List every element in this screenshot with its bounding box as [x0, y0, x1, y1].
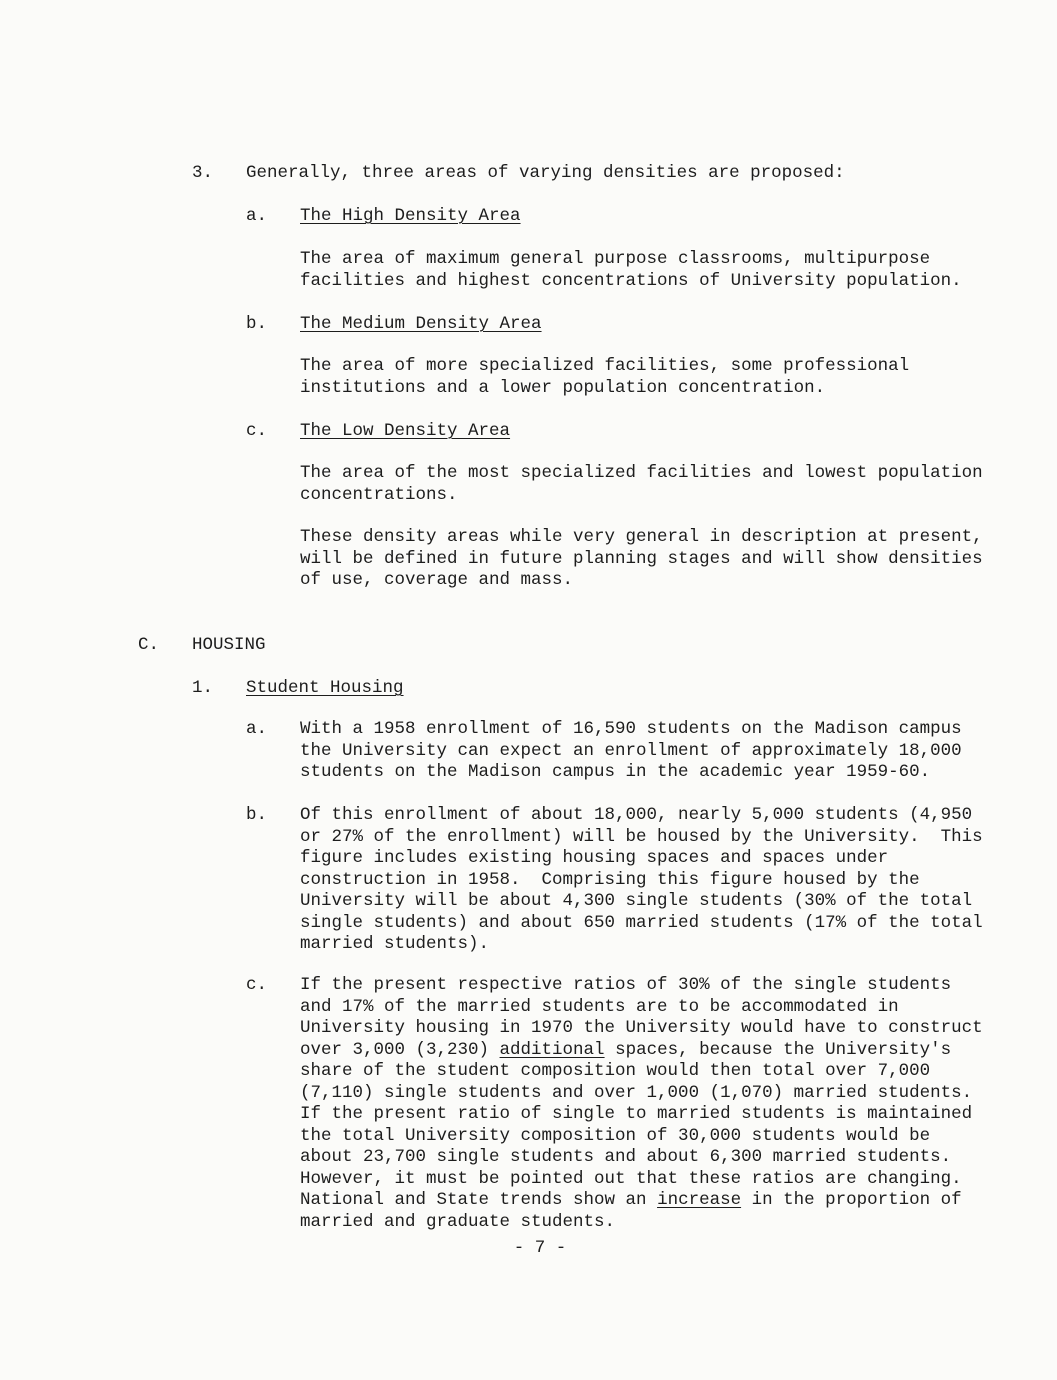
high-density-heading: The High Density Area	[300, 206, 521, 226]
text-run: National and State trends show an	[300, 1190, 658, 1210]
text-line: facilities and highest concentrations of University population.	[300, 270, 962, 291]
subitem-b-marker: b.	[246, 314, 268, 334]
text-line: share of the student composition would then total over 7,000	[300, 1061, 931, 1081]
text-line: and 17% of the married students are to be accommodated in	[300, 996, 899, 1017]
text-run: spaces, because the University's	[604, 1039, 952, 1060]
section-c-marker: C.	[138, 635, 160, 655]
text-line: or 27% of the enrollment) will be housed by the University. This	[300, 826, 983, 847]
text-line: construction in 1958. Comprising this figure housed by the	[300, 869, 920, 890]
medium-density-description	[300, 356, 909, 399]
text-line: the University can expect an enrollment of approximately 18,000	[300, 740, 962, 761]
text-line: concentrations.	[300, 484, 458, 505]
text-line: University housing in 1970 the University would have to construct	[300, 1018, 983, 1038]
text-line: of use, coverage and mass.	[300, 570, 574, 590]
text-line: students on the Madison campus in the academic year 1959-60.	[300, 762, 931, 782]
enrollment-paragraph	[300, 719, 962, 784]
subitem-c-marker: c.	[246, 421, 268, 441]
para-a-marker: a.	[246, 719, 268, 739]
item-3-text: Generally, three areas of varying densities are proposed:	[246, 163, 845, 183]
section-c-title: HOUSING	[192, 635, 266, 655]
additional-emphasis: additional	[499, 1039, 605, 1060]
text-line: Of this enrollment of about 18,000, nearly 5,000 students (4,950	[300, 805, 973, 825]
housing-projection-paragraph	[300, 975, 983, 1233]
text-line: figure includes existing housing spaces and spaces under	[300, 848, 889, 868]
para-c-marker: c.	[246, 975, 268, 995]
item-3-marker: 3.	[192, 163, 214, 183]
low-density-description	[300, 463, 983, 506]
text-line: single students) and about 650 married students (17% of the total	[300, 912, 983, 933]
university-housing-paragraph	[300, 805, 983, 956]
text-line: (7,110) single students and over 1,000 (1,070) married students.	[300, 1082, 973, 1103]
para-b-marker: b.	[246, 805, 268, 825]
text-line: If the present ratio of single to married students is maintained	[300, 1104, 973, 1124]
low-density-heading: The Low Density Area	[300, 421, 511, 441]
text-line: However, it must be pointed out that these ratios are changing.	[300, 1168, 962, 1189]
text-line: institutions and a lower population concentration.	[300, 377, 826, 398]
text-line: These density areas while very general in description at present,	[300, 527, 983, 547]
text-line: The area of maximum general purpose classrooms, multipurpose	[300, 249, 931, 269]
page-number: - 7 -	[513, 1238, 567, 1258]
text-line: will be defined in future planning stages and will show densities	[300, 548, 983, 569]
medium-density-heading: The Medium Density Area	[300, 314, 542, 334]
text-line: With a 1958 enrollment of 16,590 students on the Madison campus	[300, 719, 962, 739]
text-line: If the present respective ratios of 30% of the single students	[300, 975, 952, 995]
text-run: in the proportion of	[741, 1190, 962, 1210]
text-line: The area of more specialized facilities, some professional	[300, 356, 910, 376]
high-density-description	[300, 249, 962, 292]
text-line: University will be about 4,300 single students (30% of the total	[300, 891, 973, 911]
item-1-marker: 1.	[192, 678, 214, 698]
density-closing-paragraph	[300, 527, 983, 592]
text-line: the total University composition of 30,000 students would be	[300, 1125, 931, 1146]
text-run: over 3,000 (3,230)	[300, 1039, 500, 1060]
text-line: The area of the most specialized facilities and lowest population	[300, 463, 983, 483]
increase-emphasis: increase	[657, 1190, 742, 1210]
text-line	[300, 1040, 983, 1062]
subitem-a-marker: a.	[246, 206, 268, 226]
student-housing-heading: Student Housing	[246, 678, 404, 698]
text-line	[300, 1190, 983, 1212]
text-line: about 23,700 single students and about 6,300 married students.	[300, 1147, 952, 1167]
text-line: married students).	[300, 934, 490, 954]
text-line: married and graduate students.	[300, 1211, 616, 1232]
